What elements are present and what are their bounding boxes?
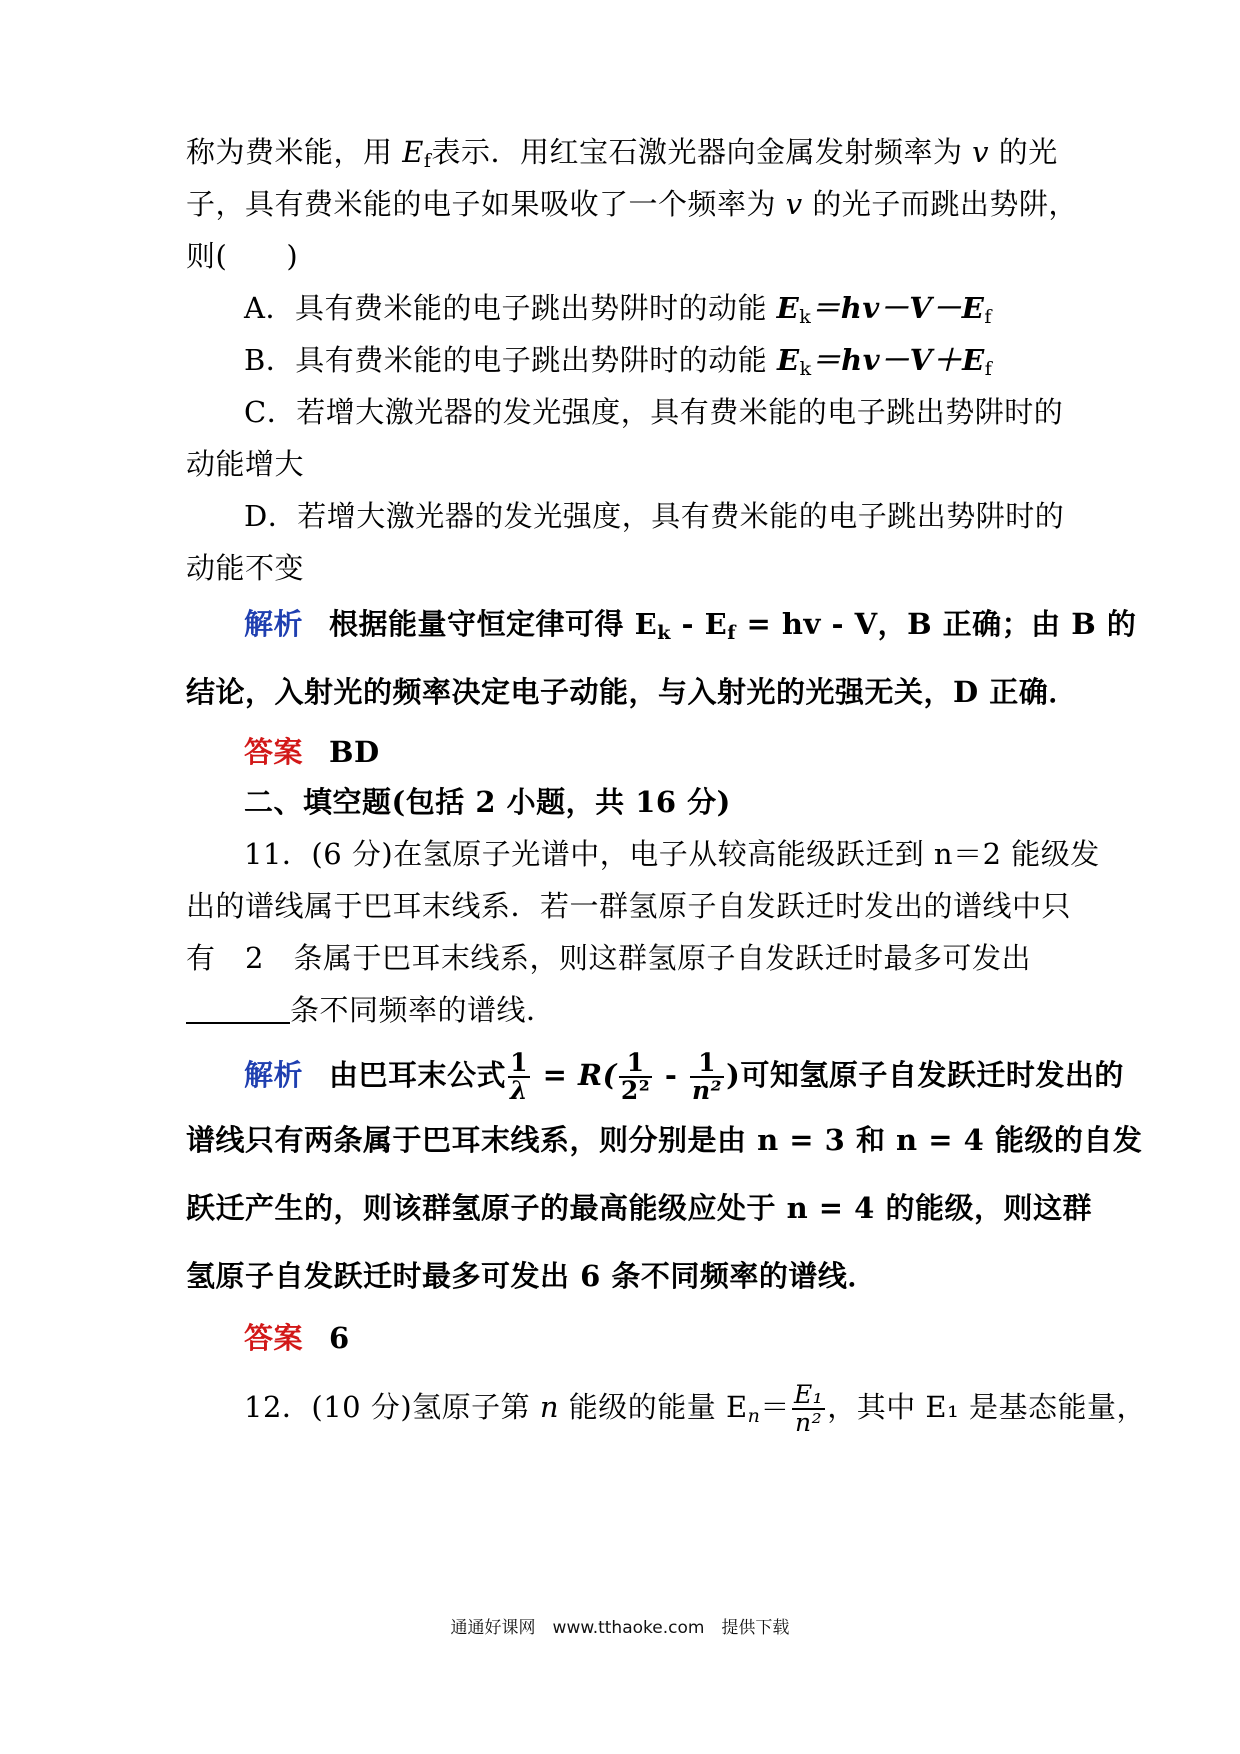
answer-blank[interactable]	[186, 996, 290, 1024]
q11-analysis-3: 跃迁产生的，则该群氢原子的最高能级应处于 n = 4 的能级，则这群	[186, 1191, 1092, 1225]
section-heading: 二、填空题(包括 2 小题，共 16 分)	[244, 785, 731, 819]
option-b	[244, 340, 1056, 389]
text: 条不同频率的谱线．	[290, 993, 556, 1027]
text: 能级的能量 E	[559, 1390, 748, 1424]
q10-line-3: 则( )	[186, 239, 299, 273]
var-v: v	[785, 187, 803, 221]
option-a	[244, 288, 1056, 337]
text: 12．(10 分)氢原子第	[244, 1390, 540, 1424]
analysis-label: 解析	[244, 607, 304, 641]
q11-analysis-1	[244, 1048, 1124, 1105]
denominator: n²	[795, 1408, 823, 1437]
text: 子，具有费米能的电子如果吸收了一个频率为	[186, 187, 786, 221]
denominator: λ	[510, 1076, 529, 1105]
q11-analysis-4: 氢原子自发跃迁时最多可发出 6 条不同频率的谱线．	[186, 1259, 877, 1293]
text: )可知氢原子自发跃迁时发出的	[726, 1058, 1124, 1092]
text: 的光子而跳出势阱，	[802, 187, 1078, 221]
answer-value: 6	[329, 1321, 350, 1355]
q11-line-2: 出的谱线属于巴耳末线系．若一群氢原子自发跃迁时发出的谱线中只	[186, 889, 1072, 923]
answer-value: BD	[329, 735, 380, 769]
text: = hv - V，B 正确；由 B 的	[735, 607, 1137, 641]
fraction-E1-over-nsq	[792, 1382, 825, 1436]
var-E: E	[776, 291, 800, 325]
sub-k: k	[799, 306, 812, 328]
text: - E	[670, 607, 728, 641]
q11-analysis-2: 谱线只有两条属于巴耳末线系，则分别是由 n = 3 和 n = 4 能级的自发	[186, 1123, 1143, 1157]
numerator: 1	[690, 1050, 724, 1078]
sub-f: f	[423, 150, 432, 172]
var-v: v	[972, 135, 990, 169]
fraction-1-over-nsq	[690, 1050, 724, 1104]
option-c-line-2: 动能增大	[186, 447, 305, 481]
sub-n: n	[747, 1405, 761, 1427]
q11-line-1: 11．(6 分)在氢原子光谱中，电子从较高能级跃迁到 n＝2 能级发	[244, 837, 1100, 871]
q10-analysis-2: 结论，入射光的频率决定电子动能，与入射光的光强无关，D 正确．	[186, 675, 1078, 709]
text: 表示．用红宝石激光器向金属发射频率为	[431, 135, 973, 169]
q10-line-1	[186, 132, 1056, 181]
fraction-1-over-2sq	[619, 1050, 652, 1104]
footer-watermark: 通通好课网 www.tthaoke.com 提供下载	[450, 1618, 790, 1638]
text: ，其中 E₁ 是基态能量，	[827, 1390, 1146, 1424]
text: 根据能量守恒定律可得 E	[329, 607, 658, 641]
q12-line-1	[244, 1380, 1146, 1437]
formula: ＝hv－V－E	[811, 291, 985, 325]
option-d-line-2: 动能不变	[186, 551, 305, 585]
answer-label: 答案	[244, 735, 304, 769]
sub-f: f	[727, 622, 736, 644]
text: 称为费米能，用	[186, 135, 403, 169]
text: ＝	[760, 1390, 790, 1424]
q10-line-2	[186, 184, 1078, 224]
sub-k: k	[657, 622, 671, 644]
var-E: E	[402, 135, 424, 169]
answer-label: 答案	[244, 1321, 304, 1355]
sub-f: f	[984, 358, 993, 380]
analysis-label: 解析	[244, 1058, 304, 1092]
var-n: n	[539, 1390, 560, 1424]
option-d-line-1: D．若增大激光器的发光强度，具有费米能的电子跳出势阱时的	[244, 499, 1065, 533]
text: -	[654, 1058, 688, 1092]
option-b-text: B．具有费米能的电子跳出势阱时的动能	[244, 343, 778, 377]
q11-answer	[244, 1318, 1056, 1358]
denominator: 2²	[620, 1076, 651, 1105]
sub-f: f	[984, 306, 992, 328]
option-c-line-1: C．若增大激光器的发光强度，具有费米能的电子跳出势阱时的	[244, 395, 1064, 429]
sub-k: k	[799, 358, 812, 380]
text: 由巴耳末公式	[329, 1058, 507, 1092]
var-E: E	[777, 343, 800, 377]
formula: ＝hv－V＋E	[811, 343, 985, 377]
fraction-1-over-lambda	[508, 1050, 530, 1104]
q10-answer	[244, 732, 1056, 772]
numerator: 1	[619, 1050, 652, 1078]
text: 的光	[989, 135, 1058, 169]
option-a-text: A．具有费米能的电子跳出势阱时的动能	[244, 291, 777, 325]
denominator: n²	[691, 1076, 723, 1105]
q11-line-3: 有 2 条属于巴耳末线系，则这群氢原子自发跃迁时最多可发出	[186, 941, 1031, 975]
text: = R(	[532, 1058, 617, 1092]
q10-analysis-1	[244, 604, 1137, 653]
numerator: 1	[508, 1050, 530, 1078]
numerator: E₁	[793, 1380, 824, 1409]
q11-line-4	[186, 990, 1056, 1030]
